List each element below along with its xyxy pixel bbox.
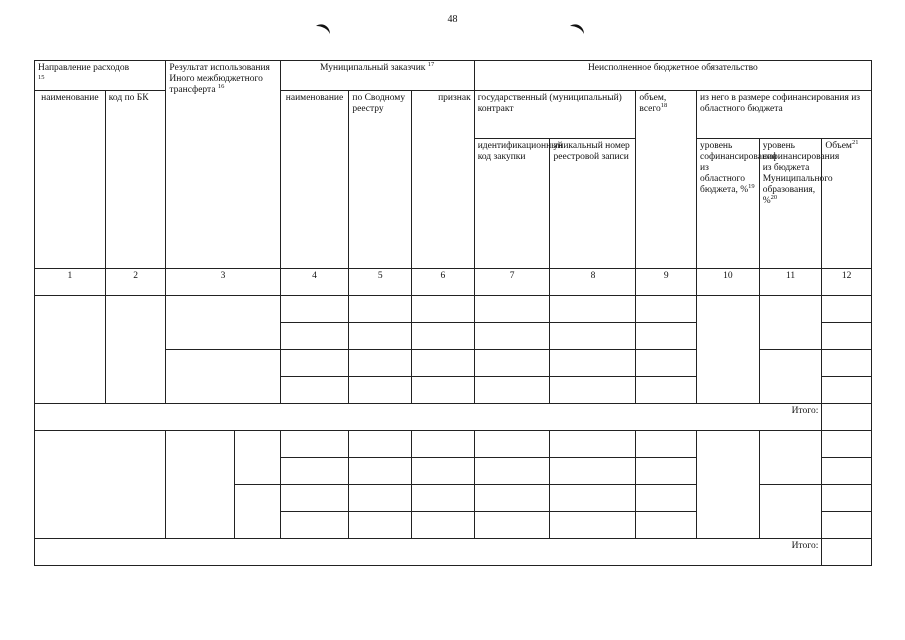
table-cell[interactable] — [550, 377, 636, 404]
table-cell[interactable] — [235, 485, 281, 539]
level-regional-header: уровень софинансирования из областного бюджета, %$^{19}$ — [697, 139, 760, 269]
table-cell[interactable] — [550, 512, 636, 539]
column-number: 9 — [636, 269, 697, 296]
table-cell[interactable] — [349, 512, 412, 539]
registry-number-header: уникальный номер реестровой записи — [550, 139, 636, 269]
attribute-header: признак — [412, 91, 475, 269]
table-cell[interactable] — [822, 296, 872, 323]
customer-header: Муниципальный заказчик $^{17}$ — [280, 61, 474, 91]
table-cell[interactable] — [280, 458, 349, 485]
column-number: 3 — [166, 269, 280, 296]
table-cell[interactable] — [636, 377, 697, 404]
total-label: Итого: — [35, 404, 822, 431]
table-cell[interactable] — [349, 350, 412, 377]
table-cell[interactable] — [636, 431, 697, 458]
table-cell[interactable] — [166, 431, 235, 539]
table-cell[interactable] — [105, 296, 166, 404]
table-cell[interactable] — [550, 350, 636, 377]
table-cell[interactable] — [822, 350, 872, 377]
punch-hole-icon — [312, 20, 334, 42]
table-cell[interactable] — [349, 323, 412, 350]
table-cell[interactable] — [474, 458, 550, 485]
table-cell[interactable] — [280, 512, 349, 539]
contract-header: государственный (муниципальный) контракт — [474, 91, 636, 139]
table-cell[interactable] — [474, 512, 550, 539]
column-number: 8 — [550, 269, 636, 296]
volume-header: Объем$^{21}$ — [822, 139, 872, 269]
table-cell[interactable] — [636, 350, 697, 377]
column-number: 5 — [349, 269, 412, 296]
table-cell[interactable] — [822, 485, 872, 512]
total-value-cell[interactable] — [822, 539, 872, 566]
table-cell[interactable] — [822, 512, 872, 539]
table-cell[interactable] — [822, 377, 872, 404]
table-cell[interactable] — [636, 485, 697, 512]
table-cell[interactable] — [349, 431, 412, 458]
obligation-header: Неисполненное бюджетное обязательство — [474, 61, 871, 91]
punch-hole-icon — [566, 20, 588, 42]
table-cell[interactable] — [280, 431, 349, 458]
table-cell[interactable] — [280, 296, 349, 323]
table-cell[interactable] — [759, 350, 822, 404]
table-cell[interactable] — [636, 296, 697, 323]
table-cell[interactable] — [474, 431, 550, 458]
table-cell[interactable] — [280, 350, 349, 377]
table-cell[interactable] — [697, 431, 760, 539]
table-cell[interactable] — [550, 323, 636, 350]
column-number: 2 — [105, 269, 166, 296]
table-cell[interactable] — [412, 296, 475, 323]
page-number: 48 — [447, 14, 458, 25]
direction-name-header: наименование — [35, 91, 106, 269]
table-cell[interactable] — [822, 431, 872, 458]
column-number: 4 — [280, 269, 349, 296]
column-number: 10 — [697, 269, 760, 296]
table-cell[interactable] — [550, 431, 636, 458]
table-cell[interactable] — [636, 458, 697, 485]
level-municipal-header: уровень софинансирования из бюджета Муниципального образования, %$^{20}$ — [759, 139, 822, 269]
table-cell[interactable] — [550, 458, 636, 485]
table-cell[interactable] — [280, 377, 349, 404]
table-cell[interactable] — [697, 296, 760, 404]
table-cell[interactable] — [550, 485, 636, 512]
table-cell[interactable] — [412, 458, 475, 485]
table-cell[interactable] — [349, 458, 412, 485]
table-cell[interactable] — [280, 323, 349, 350]
column-number: 7 — [474, 269, 550, 296]
cofin-header: из него в размере софинансирования из областного бюджета — [697, 91, 872, 139]
table-cell[interactable] — [636, 323, 697, 350]
table-cell[interactable] — [412, 485, 475, 512]
table-cell[interactable] — [35, 431, 166, 539]
table-cell[interactable] — [550, 296, 636, 323]
table-cell[interactable] — [166, 350, 280, 404]
table-cell[interactable] — [474, 350, 550, 377]
table-cell[interactable] — [474, 323, 550, 350]
table-cell[interactable] — [166, 296, 280, 350]
registry-header: по Сводному реестру — [349, 91, 412, 269]
total-label: Итого: — [35, 539, 822, 566]
customer-name-header: наименование — [280, 91, 349, 269]
table-cell[interactable] — [412, 323, 475, 350]
table-cell[interactable] — [636, 512, 697, 539]
table-cell[interactable] — [412, 377, 475, 404]
purchase-id-header: идентификационный код закупки — [474, 139, 550, 269]
table-cell[interactable] — [474, 377, 550, 404]
table-cell[interactable] — [759, 431, 822, 485]
code-bk-header: код по БК — [105, 91, 166, 269]
volume-total-header: объем, всего$^{18}$ — [636, 91, 697, 269]
obligations-table — [34, 60, 872, 566]
result-header: Результат использования Иного межбюджетного трансферта $^{16}$ — [166, 61, 280, 269]
total-value-cell[interactable] — [822, 404, 872, 431]
table-cell[interactable] — [822, 458, 872, 485]
table-cell[interactable] — [474, 296, 550, 323]
table-cell[interactable] — [759, 296, 822, 350]
column-number: 11 — [759, 269, 822, 296]
table-cell[interactable] — [474, 485, 550, 512]
table-cell[interactable] — [412, 350, 475, 377]
column-number: 1 — [35, 269, 106, 296]
table-cell[interactable] — [349, 377, 412, 404]
direction-header: Направление расходов 15 — [35, 61, 166, 91]
table-cell[interactable] — [349, 485, 412, 512]
table-cell[interactable] — [412, 512, 475, 539]
table-cell[interactable] — [412, 431, 475, 458]
column-number: 6 — [412, 269, 475, 296]
table-cell[interactable] — [822, 323, 872, 350]
column-number: 12 — [822, 269, 872, 296]
table-cell[interactable] — [35, 296, 106, 404]
table-cell[interactable] — [280, 485, 349, 512]
table-cell[interactable] — [349, 296, 412, 323]
table-cell[interactable] — [759, 485, 822, 539]
table-cell[interactable] — [235, 431, 281, 485]
